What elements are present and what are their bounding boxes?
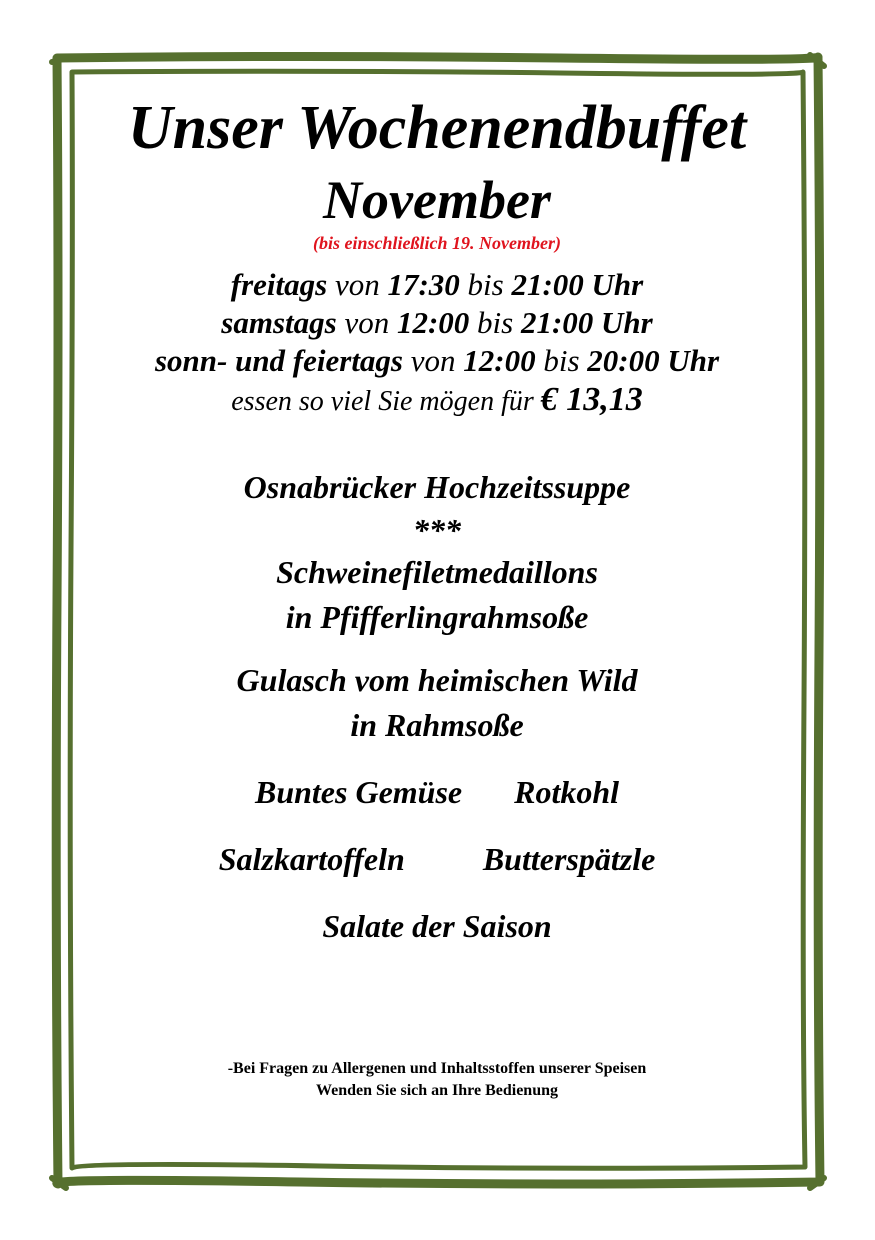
- menu-item-main1-line2: in Pfifferlingrahmsoße: [285, 599, 589, 635]
- footer-line: -Bei Fragen zu Allergenen und Inhaltsstoffen unserer Speisen: [227, 1060, 647, 1077]
- hours-line: sonn- und feiertags von 12:00 bis 20:00 Uhr: [154, 343, 720, 378]
- menu-item-main2-line1: Gulasch vom heimischen Wild: [236, 662, 638, 698]
- month-heading: November: [323, 170, 551, 230]
- menu-item-main1-line1: Schweinefiletmedaillons: [276, 554, 598, 590]
- hours-line: samstags von 12:00 bis 21:00 Uhr: [221, 305, 653, 340]
- menu-item-main2-line2: in Rahmsoße: [350, 707, 524, 743]
- menu-list: [72, 465, 802, 949]
- menu-item-side: Butterspätzle: [482, 841, 656, 877]
- menu-sides-row-2: [72, 837, 802, 882]
- footer-line: Wenden Sie sich an Ihre Bedienung: [316, 1082, 558, 1099]
- price-amount: € 13,13: [540, 381, 643, 418]
- opening-hours: [72, 266, 802, 422]
- hours-line: freitags von 17:30 bis 21:00 Uhr: [230, 267, 644, 302]
- menu-item-side: Rotkohl: [514, 774, 620, 810]
- page-title: Unser Wochenendbuffet: [127, 94, 747, 162]
- menu-content: [72, 96, 802, 949]
- price-text: essen so viel Sie mögen für: [231, 386, 534, 417]
- menu-separator: ***: [413, 512, 461, 548]
- menu-item-salad: Salate der Saison: [322, 908, 552, 944]
- price-line: [72, 380, 802, 422]
- menu-item-side: Salzkartoffeln: [218, 841, 405, 877]
- menu-item-soup: Osnabrücker Hochzeitssuppe: [243, 469, 631, 505]
- menu-sides-row-1: [72, 770, 802, 815]
- allergen-note: [72, 1058, 802, 1102]
- menu-item-side: Buntes Gemüse: [254, 774, 463, 810]
- validity-note: (bis einschließlich 19. November): [313, 233, 561, 253]
